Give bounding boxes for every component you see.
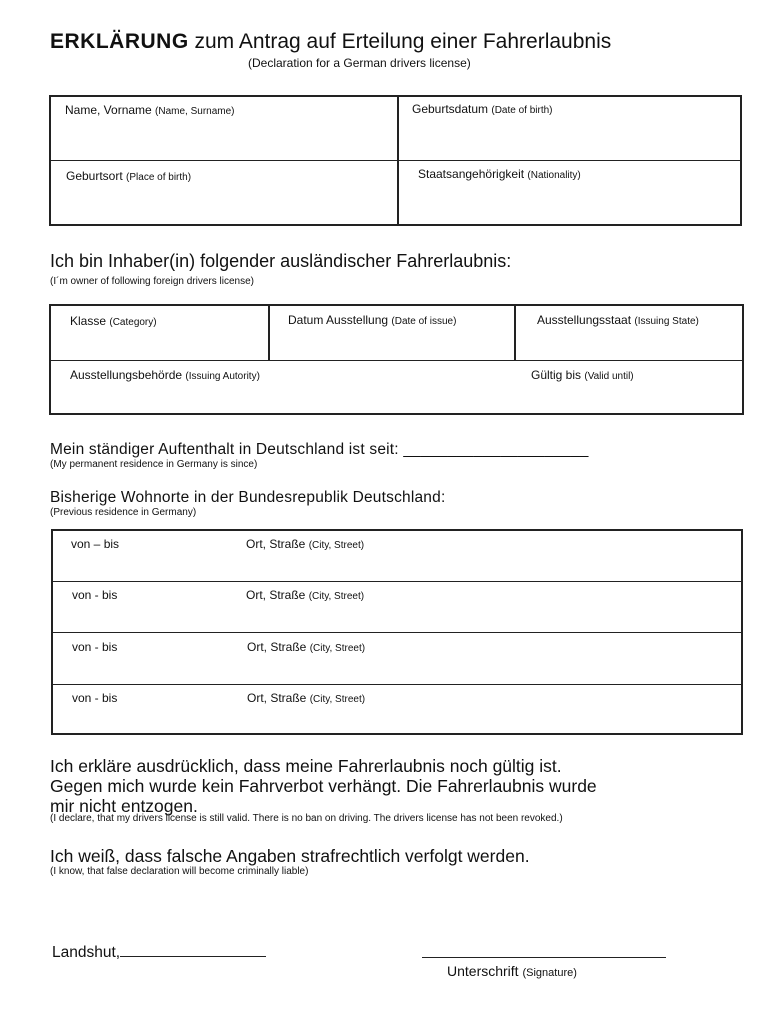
residence-row-1-place[interactable] [246,537,364,551]
previous-residence-heading: Bisherige Wohnorte in der Bundesrepublik Deutschland: [50,489,446,506]
signature-line[interactable] [422,957,666,958]
place-label: Ort, Straße [246,588,309,602]
residence-row-divider-2 [51,632,743,633]
residence-since-field[interactable]: Mein ständiger Auftenthalt in Deutschland ist seit: _____________________ [50,441,589,458]
residence-row-4-from-to[interactable]: von - bis [72,691,118,705]
document-title [50,30,611,54]
signature-label-en: (Signature) [522,967,577,979]
license-heading-en: (I´m owner of following foreign drivers license) [50,276,254,287]
category-field[interactable] [70,314,157,328]
previous-residence-en: (Previous residence in Germany) [50,507,197,518]
issuing-state-label-en: (Issuing State) [634,316,699,327]
issuing-state-label: Ausstellungsstaat [537,313,635,327]
declaration-text [50,756,750,816]
category-label: Klasse [70,314,110,328]
declaration-line-1: Ich erkläre ausdrücklich, dass meine Fahrerlaubnis noch gültig ist. [50,756,562,776]
place-label-en: (City, Street) [309,694,366,705]
criminal-liability-en: (I know, that false declaration will become criminally liable) [50,866,309,877]
nationality-field[interactable] [418,167,581,181]
category-label-en: (Category) [109,317,157,328]
place-date-field[interactable] [52,942,266,962]
signature-label: Unterschrift [447,963,523,979]
birthdate-label-en: (Date of birth) [491,105,553,116]
name-field[interactable] [65,103,235,117]
place-label: Landshut, [52,944,121,961]
birthplace-field[interactable] [66,169,191,183]
residence-row-3-place[interactable] [247,640,365,654]
residence-since-en: (My permanent residence in Germany is since) [50,459,258,470]
place-label: Ort, Straße [247,691,310,705]
birthplace-label-en: (Place of birth) [126,172,192,183]
issuing-state-field[interactable] [537,313,699,327]
title-bold: ERKLÄRUNG [50,30,189,53]
residence-row-4-place[interactable] [247,691,365,705]
issue-date-label-en: (Date of issue) [391,316,457,327]
criminal-liability-statement: Ich weiß, dass falsche Angaben strafrechtlich verfolgt werden. [50,846,530,866]
valid-until-label: Gültig bis [531,368,585,382]
declaration-line-3: mir nicht entzogen. [50,796,198,816]
nationality-label-en: (Nationality) [527,170,581,181]
place-label: Ort, Straße [246,537,309,551]
authority-label-en: (Issuing Autority) [185,371,260,382]
birthdate-label: Geburtsdatum [412,102,492,116]
license-divider-2 [514,304,516,361]
birthdate-field[interactable] [412,102,553,116]
place-label-en: (City, Street) [308,591,365,602]
signature-caption [447,963,577,979]
document-subtitle: (Declaration for a German drivers license) [248,56,471,70]
place-label-en: (City, Street) [309,643,366,654]
residence-row-2-place[interactable] [246,588,364,602]
license-divider-1 [268,304,270,361]
place-label: Ort, Straße [247,640,310,654]
license-divider-horizontal [49,360,744,361]
nationality-label: Staatsangehörigkeit [418,167,528,181]
name-label: Name, Vorname [65,103,156,117]
residence-row-3-from-to[interactable]: von - bis [72,640,118,654]
residence-row-2-from-to[interactable]: von - bis [72,588,118,602]
personal-divider-horizontal [49,160,742,161]
title-rest: zum Antrag auf Erteilung einer Fahrerlaubnis [188,30,612,53]
birthplace-label: Geburtsort [66,169,127,183]
name-label-en: (Name, Surname) [155,106,235,117]
valid-until-label-en: (Valid until) [584,371,634,382]
declaration-en: (I declare, that my drivers license is still valid. There is no ban on driving. The drivers license has not been revoked.) [50,813,563,824]
valid-until-field[interactable] [531,368,634,382]
license-heading: Ich bin Inhaber(in) folgender ausländischer Fahrerlaubnis: [50,251,512,271]
authority-field[interactable] [70,368,260,382]
declaration-line-2: Gegen mich wurde kein Fahrverbot verhängt. Die Fahrerlaubnis wurde [50,776,597,796]
place-label-en: (City, Street) [308,540,365,551]
residence-row-divider-3 [51,684,743,685]
issue-date-label: Datum Ausstellung [288,313,392,327]
authority-label: Ausstellungsbehörde [70,368,186,382]
residence-row-1-from-to[interactable]: von – bis [71,537,120,551]
residence-row-divider-1 [51,581,743,582]
issue-date-field[interactable] [288,313,456,327]
date-blank-line[interactable] [120,942,266,957]
